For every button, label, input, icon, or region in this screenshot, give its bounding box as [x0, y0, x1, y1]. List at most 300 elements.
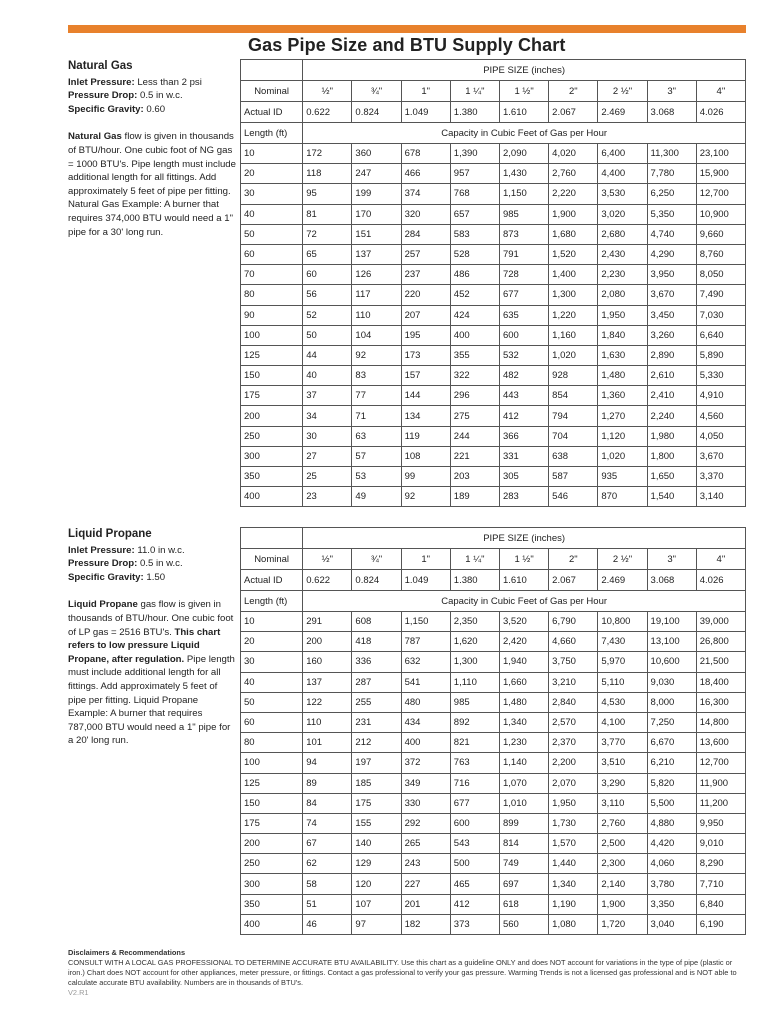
capacity-cell: 5,500 [647, 793, 696, 813]
length-cell: 125 [241, 345, 303, 365]
capacity-cell: 1,630 [598, 345, 647, 365]
capacity-cell: 173 [401, 345, 450, 365]
capacity-cell: 151 [352, 224, 401, 244]
table-row [241, 285, 746, 305]
length-cell: 30 [241, 652, 303, 672]
capacity-cell: 4,400 [598, 164, 647, 184]
capacity-cell: 3,040 [647, 914, 696, 934]
capacity-cell: 400 [450, 325, 499, 345]
capacity-cell: 4,050 [696, 426, 745, 446]
capacity-cell: 587 [549, 467, 598, 487]
capacity-cell: 23 [303, 487, 352, 507]
capacity-cell: 2,570 [549, 712, 598, 732]
actual-id-cell: 3.068 [647, 570, 696, 591]
capacity-cell: 1,270 [598, 406, 647, 426]
capacity-cell: 2,080 [598, 285, 647, 305]
capacity-cell: 412 [450, 894, 499, 914]
nominal-size-cell: ½" [303, 81, 352, 102]
capacity-cell: 6,790 [549, 612, 598, 632]
capacity-cell: 231 [352, 712, 401, 732]
length-cell: 100 [241, 325, 303, 345]
capacity-cell: 3,140 [696, 487, 745, 507]
capacity-cell: 137 [303, 672, 352, 692]
capacity-cell: 4,020 [549, 144, 598, 164]
capacity-cell: 360 [352, 144, 401, 164]
capacity-cell: 1,230 [499, 733, 548, 753]
capacity-cell: 137 [352, 244, 401, 264]
length-cell: 30 [241, 184, 303, 204]
table-row [241, 305, 746, 325]
capacity-cell: 2,760 [549, 164, 598, 184]
capacity-cell: 175 [352, 793, 401, 813]
capacity-cell: 37 [303, 386, 352, 406]
capacity-cell: 678 [401, 144, 450, 164]
disclaimer [68, 948, 748, 998]
table-row [241, 813, 746, 833]
capacity-cell: 65 [303, 244, 352, 264]
capacity-cell: 9,950 [696, 813, 745, 833]
table-row [241, 366, 746, 386]
capacity-cell: 7,710 [696, 874, 745, 894]
nominal-size-cell: 1" [401, 81, 450, 102]
capacity-cell: 60 [303, 265, 352, 285]
propane-heading: Liquid Propane [68, 528, 152, 540]
capacity-cell: 412 [499, 406, 548, 426]
capacity-cell: 500 [450, 854, 499, 874]
propane-info [68, 528, 236, 748]
capacity-cell: 560 [499, 914, 548, 934]
length-cell: 350 [241, 467, 303, 487]
capacity-cell: 4,530 [598, 692, 647, 712]
capacity-cell: 1,650 [647, 467, 696, 487]
capacity-cell: 1,070 [499, 773, 548, 793]
capacity-cell: 11,900 [696, 773, 745, 793]
disclaimer-title: Disclaimers & Recommendations [68, 948, 186, 957]
capacity-cell: 23,100 [696, 144, 745, 164]
capacity-cell: 1,300 [450, 652, 499, 672]
nominal-size-cell: 4" [696, 549, 745, 570]
capacity-cell: 1,010 [499, 793, 548, 813]
actual-id-label: Actual ID [241, 570, 303, 591]
length-label: Length (ft) [241, 123, 303, 144]
length-cell: 250 [241, 426, 303, 446]
capacity-cell: 3,020 [598, 204, 647, 224]
capacity-cell: 4,740 [647, 224, 696, 244]
length-cell: 90 [241, 305, 303, 325]
table-row [241, 164, 746, 184]
capacity-cell: 5,110 [598, 672, 647, 692]
capacity-cell: 189 [450, 487, 499, 507]
capacity-cell: 221 [450, 446, 499, 466]
capacity-cell: 3,510 [598, 753, 647, 773]
actual-id-cell: 0.824 [352, 102, 401, 123]
capacity-cell: 1,020 [598, 446, 647, 466]
capacity-cell: 873 [499, 224, 548, 244]
length-cell: 150 [241, 366, 303, 386]
capacity-cell: 3,290 [598, 773, 647, 793]
capacity-cell: 83 [352, 366, 401, 386]
length-cell: 80 [241, 285, 303, 305]
length-cell: 60 [241, 244, 303, 264]
capacity-cell: 5,890 [696, 345, 745, 365]
capacity-cell: 4,420 [647, 834, 696, 854]
capacity-cell: 1,940 [499, 652, 548, 672]
capacity-cell: 7,030 [696, 305, 745, 325]
capacity-cell: 1,150 [401, 612, 450, 632]
nominal-size-cell: 2" [549, 81, 598, 102]
spec-line: Pressure Drop: 0.5 in w.c. [68, 90, 183, 102]
nominal-size-cell: 3" [647, 81, 696, 102]
capacity-cell: 1,570 [549, 834, 598, 854]
capacity-cell: 618 [499, 894, 548, 914]
actual-id-cell: 0.622 [303, 570, 352, 591]
capacity-cell: 46 [303, 914, 352, 934]
capacity-cell: 296 [450, 386, 499, 406]
capacity-cell: 2,410 [647, 386, 696, 406]
capacity-cell: 50 [303, 325, 352, 345]
capacity-cell: 3,750 [549, 652, 598, 672]
capacity-cell: 134 [401, 406, 450, 426]
pipe-size-header: PIPE SIZE (inches) [303, 528, 746, 549]
capacity-cell: 104 [352, 325, 401, 345]
capacity-cell: 18,400 [696, 672, 745, 692]
capacity-cell: 25 [303, 467, 352, 487]
capacity-cell: 3,670 [696, 446, 745, 466]
capacity-cell: 1,080 [549, 914, 598, 934]
capacity-cell: 6,640 [696, 325, 745, 345]
propane-table [240, 527, 746, 935]
capacity-cell: 67 [303, 834, 352, 854]
length-cell: 300 [241, 874, 303, 894]
capacity-cell: 108 [401, 446, 450, 466]
capacity-cell: 3,210 [549, 672, 598, 692]
capacity-cell: 16,300 [696, 692, 745, 712]
capacity-cell: 355 [450, 345, 499, 365]
capacity-cell: 349 [401, 773, 450, 793]
capacity-cell: 2,610 [647, 366, 696, 386]
capacity-cell: 74 [303, 813, 352, 833]
capacity-cell: 7,490 [696, 285, 745, 305]
capacity-cell: 40 [303, 366, 352, 386]
capacity-cell: 275 [450, 406, 499, 426]
capacity-cell: 243 [401, 854, 450, 874]
capacity-cell: 1,480 [499, 692, 548, 712]
capacity-cell: 6,210 [647, 753, 696, 773]
capacity-cell: 77 [352, 386, 401, 406]
capacity-cell: 4,910 [696, 386, 745, 406]
capacity-cell: 237 [401, 265, 450, 285]
spec-line: Pressure Drop: 0.5 in w.c. [68, 558, 183, 570]
capacity-cell: 957 [450, 164, 499, 184]
capacity-cell: 1,110 [450, 672, 499, 692]
capacity-cell: 201 [401, 894, 450, 914]
capacity-cell: 1,730 [549, 813, 598, 833]
capacity-cell: 466 [401, 164, 450, 184]
capacity-cell: 985 [499, 204, 548, 224]
capacity-cell: 13,600 [696, 733, 745, 753]
length-cell: 40 [241, 672, 303, 692]
capacity-cell: 1,840 [598, 325, 647, 345]
table-row [241, 406, 746, 426]
nominal-size-cell: 1 ¼" [450, 81, 499, 102]
capacity-cell: 2,500 [598, 834, 647, 854]
pipe-size-header-row [241, 60, 746, 81]
capacity-cell: 1,440 [549, 854, 598, 874]
capacity-cell: 99 [401, 467, 450, 487]
capacity-cell: 118 [303, 164, 352, 184]
capacity-cell: 1,620 [450, 632, 499, 652]
capacity-cell: 200 [303, 632, 352, 652]
capacity-cell: 6,840 [696, 894, 745, 914]
length-cell: 250 [241, 854, 303, 874]
capacity-cell: 140 [352, 834, 401, 854]
length-cell: 400 [241, 914, 303, 934]
capacity-cell: 11,300 [647, 144, 696, 164]
capacity-cell: 6,250 [647, 184, 696, 204]
disclaimer-text: CONSULT WITH A LOCAL GAS PROFESSIONAL TO DETERMINE ACCURATE BTU AVAILABILITY. Use this chart as a guideline ONLY and does NOT account for variations in the type of pipe (plastic or iron.) Chart does NOT account for other appliances, meter pressure, or fittings. Contact a gas professional to verify your gas pressure. Warming Trends is not a licensed gas professional and is NOT able to calculate accurate BTU availability. Numbers are in thousands of BTU's. [68, 958, 737, 987]
actual-id-cell: 1.610 [499, 102, 548, 123]
capacity-cell: 155 [352, 813, 401, 833]
capacity-cell: 6,190 [696, 914, 745, 934]
capacity-cell: 292 [401, 813, 450, 833]
capacity-cell: 1,980 [647, 426, 696, 446]
capacity-cell: 30 [303, 426, 352, 446]
capacity-cell: 465 [450, 874, 499, 894]
capacity-cell: 2,090 [499, 144, 548, 164]
capacity-cell: 10,600 [647, 652, 696, 672]
capacity-cell: 92 [401, 487, 450, 507]
capacity-cell: 284 [401, 224, 450, 244]
capacity-cell: 1,950 [549, 793, 598, 813]
capacity-cell: 677 [499, 285, 548, 305]
capacity-cell: 197 [352, 753, 401, 773]
nominal-size-cell: 1 ¼" [450, 549, 499, 570]
actual-id-cell: 1.610 [499, 570, 548, 591]
spec-line: Inlet Pressure: 11.0 in w.c. [68, 544, 185, 556]
capacity-cell: 787 [401, 632, 450, 652]
length-cell: 125 [241, 773, 303, 793]
capacity-cell: 51 [303, 894, 352, 914]
capacity-cell: 2,300 [598, 854, 647, 874]
nominal-label: Nominal [241, 549, 303, 570]
capacity-cell: 418 [352, 632, 401, 652]
capacity-cell: 2,230 [598, 265, 647, 285]
table-row [241, 265, 746, 285]
length-cell: 100 [241, 753, 303, 773]
capacity-cell: 1,150 [499, 184, 548, 204]
table-row [241, 446, 746, 466]
capacity-cell: 638 [549, 446, 598, 466]
capacity-cell: 2,370 [549, 733, 598, 753]
capacity-cell: 71 [352, 406, 401, 426]
capacity-cell: 791 [499, 244, 548, 264]
natural-gas-description: Natural Gas flow is given in thousands of BTU/hour. One cubic foot of NG gas = 1000 BTU's. Pipe length must include additional length for all fittings. Add approximately 5 feet of pipe per fitting. Natural Gas Example: A burner that requires 374,000 BTU would need a 1" pipe for a 30' long run. [68, 131, 236, 238]
capacity-cell: 199 [352, 184, 401, 204]
capacity-cell: 2,220 [549, 184, 598, 204]
table-row [241, 144, 746, 164]
capacity-cell: 657 [450, 204, 499, 224]
capacity-cell: 227 [401, 874, 450, 894]
capacity-cell: 600 [499, 325, 548, 345]
capacity-cell: 1,340 [499, 712, 548, 732]
capacity-cell: 1,720 [598, 914, 647, 934]
capacity-cell: 3,370 [696, 467, 745, 487]
capacity-cell: 2,430 [598, 244, 647, 264]
capacity-cell: 89 [303, 773, 352, 793]
capacity-cell: 4,880 [647, 813, 696, 833]
capacity-cell: 4,060 [647, 854, 696, 874]
capacity-cell: 44 [303, 345, 352, 365]
table-row [241, 612, 746, 632]
table-row [241, 773, 746, 793]
table-row [241, 467, 746, 487]
actual-id-cell: 4.026 [696, 570, 745, 591]
capacity-cell: 212 [352, 733, 401, 753]
capacity-cell: 19,100 [647, 612, 696, 632]
length-header-row [241, 123, 746, 144]
capacity-cell: 1,900 [598, 894, 647, 914]
actual-id-row [241, 570, 746, 591]
capacity-cell: 2,240 [647, 406, 696, 426]
blank-cell [241, 528, 303, 549]
capacity-cell: 58 [303, 874, 352, 894]
actual-id-cell: 2.469 [598, 570, 647, 591]
nominal-row [241, 549, 746, 570]
capacity-cell: 97 [352, 914, 401, 934]
capacity-cell: 1,390 [450, 144, 499, 164]
table-body [241, 528, 746, 935]
natural-gas-info [68, 60, 236, 239]
nominal-size-cell: 1 ½" [499, 549, 548, 570]
capacity-cell: 129 [352, 854, 401, 874]
length-cell: 350 [241, 894, 303, 914]
capacity-cell: 10,900 [696, 204, 745, 224]
capacity-cell: 8,050 [696, 265, 745, 285]
table-row [241, 733, 746, 753]
capacity-cell: 768 [450, 184, 499, 204]
capacity-cell: 27 [303, 446, 352, 466]
capacity-cell: 9,660 [696, 224, 745, 244]
length-cell: 20 [241, 164, 303, 184]
actual-id-cell: 2.067 [549, 570, 598, 591]
length-cell: 40 [241, 204, 303, 224]
capacity-cell: 2,200 [549, 753, 598, 773]
capacity-cell: 1,900 [549, 204, 598, 224]
capacity-cell: 1,430 [499, 164, 548, 184]
capacity-cell: 8,290 [696, 854, 745, 874]
capacity-cell: 794 [549, 406, 598, 426]
nominal-size-cell: 2 ½" [598, 549, 647, 570]
length-cell: 80 [241, 733, 303, 753]
capacity-cell: 57 [352, 446, 401, 466]
capacity-cell: 14,800 [696, 712, 745, 732]
capacity-cell: 2,680 [598, 224, 647, 244]
table-row [241, 386, 746, 406]
table-row [241, 426, 746, 446]
capacity-cell: 704 [549, 426, 598, 446]
table-row [241, 325, 746, 345]
capacity-cell: 331 [499, 446, 548, 466]
capacity-cell: 92 [352, 345, 401, 365]
length-cell: 175 [241, 813, 303, 833]
capacity-cell: 160 [303, 652, 352, 672]
capacity-cell: 53 [352, 467, 401, 487]
capacity-cell: 632 [401, 652, 450, 672]
capacity-cell: 3,670 [647, 285, 696, 305]
capacity-cell: 1,190 [549, 894, 598, 914]
capacity-cell: 117 [352, 285, 401, 305]
capacity-cell: 10,800 [598, 612, 647, 632]
capacity-cell: 81 [303, 204, 352, 224]
table-row [241, 854, 746, 874]
capacity-cell: 3,450 [647, 305, 696, 325]
capacity-cell: 1,950 [598, 305, 647, 325]
accent-bar [68, 25, 746, 33]
table-row [241, 345, 746, 365]
nominal-row [241, 81, 746, 102]
capacity-cell: 935 [598, 467, 647, 487]
capacity-cell: 52 [303, 305, 352, 325]
capacity-cell: 7,430 [598, 632, 647, 652]
table-row [241, 692, 746, 712]
capacity-cell: 1,160 [549, 325, 598, 345]
capacity-cell: 15,900 [696, 164, 745, 184]
capacity-cell: 330 [401, 793, 450, 813]
capacity-header: Capacity in Cubic Feet of Gas per Hour [303, 591, 746, 612]
nominal-size-cell: 2" [549, 549, 598, 570]
capacity-cell: 5,330 [696, 366, 745, 386]
capacity-cell: 126 [352, 265, 401, 285]
table-row [241, 487, 746, 507]
capacity-cell: 1,120 [598, 426, 647, 446]
capacity-cell: 3,950 [647, 265, 696, 285]
capacity-cell: 3,770 [598, 733, 647, 753]
propane-description: Liquid Propane gas flow is given in thousands of BTU/hour. One cubic foot of LP gas = 2516 BTU's. This chart refers to low pressure Liquid Propane, after regulation. Pipe length must include additional length for all fittings. Add approximately 5 feet of pipe per fitting. Liquid Propane Example: A burner that requires 787,000 BTU would need a 1" pipe for a 20' long run. [68, 599, 235, 747]
capacity-cell: 4,100 [598, 712, 647, 732]
capacity-cell: 170 [352, 204, 401, 224]
capacity-cell: 144 [401, 386, 450, 406]
capacity-cell: 11,200 [696, 793, 745, 813]
natural-gas-heading: Natural Gas [68, 60, 133, 72]
table-body [241, 60, 746, 507]
capacity-cell: 6,670 [647, 733, 696, 753]
capacity-cell: 366 [499, 426, 548, 446]
capacity-cell: 255 [352, 692, 401, 712]
actual-id-cell: 2.067 [549, 102, 598, 123]
length-cell: 200 [241, 406, 303, 426]
capacity-cell: 101 [303, 733, 352, 753]
capacity-cell: 583 [450, 224, 499, 244]
capacity-cell: 1,340 [549, 874, 598, 894]
table-row [241, 793, 746, 813]
capacity-cell: 4,560 [696, 406, 745, 426]
length-header-row [241, 591, 746, 612]
capacity-cell: 870 [598, 487, 647, 507]
table-row [241, 204, 746, 224]
length-cell: 10 [241, 144, 303, 164]
capacity-cell: 635 [499, 305, 548, 325]
capacity-cell: 854 [549, 386, 598, 406]
capacity-cell: 1,660 [499, 672, 548, 692]
capacity-cell: 480 [401, 692, 450, 712]
spec-line: Specific Gravity: 1.50 [68, 571, 166, 583]
actual-id-cell: 3.068 [647, 102, 696, 123]
table-row [241, 914, 746, 934]
capacity-cell: 172 [303, 144, 352, 164]
capacity-cell: 203 [450, 467, 499, 487]
length-cell: 400 [241, 487, 303, 507]
natural-gas-table [240, 59, 746, 507]
